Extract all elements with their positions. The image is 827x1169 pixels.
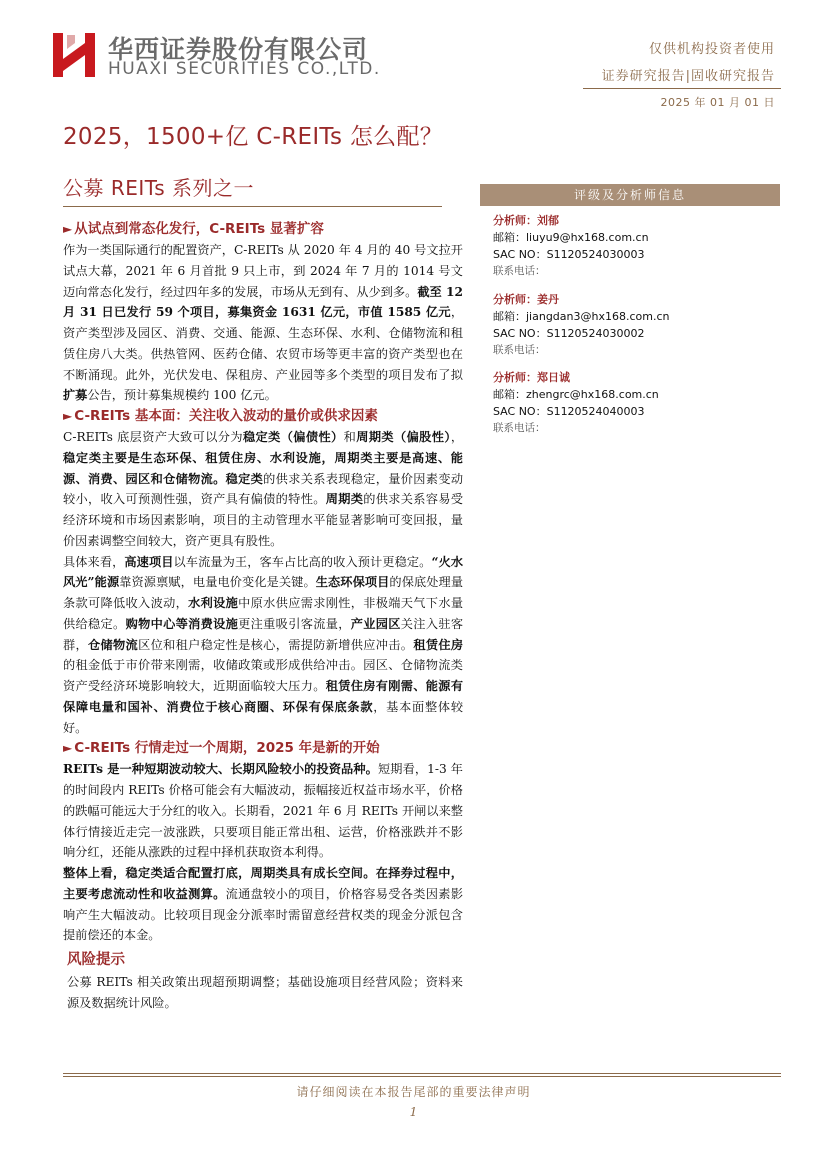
analyst-name: 分析师：郑日诚 xyxy=(493,371,570,384)
section-heading: ► C-REITs 基本面：关注收入波动的量价或供求因素 xyxy=(63,408,378,424)
triangle-bullet-icon: ► xyxy=(63,741,73,756)
section-heading: ► 从试点到常态化发行，C-REITs 显著扩容 xyxy=(63,221,324,237)
section-paragraph: 整体上看，稳定类适合配置打底，周期类具有成长空间。在择券过程中，主要考虑流动性和收益测算。流通盘较小的项目，价格容易受各类因素影响产生大幅波动。比较项目现金分派率时需留意经营权类的现金分派包含提前偿还的本金。 xyxy=(63,866,464,943)
analyst-sac: SAC NO：S1120524030003 xyxy=(493,248,645,261)
analyst-sac: SAC NO：S1120524040003 xyxy=(493,405,645,418)
page-number: 1 xyxy=(409,1105,418,1119)
analyst-sac: SAC NO：S1120524030002 xyxy=(493,327,645,340)
subtitle-divider xyxy=(63,206,442,207)
analyst-email[interactable]: 邮箱：jiangdan3@hx168.com.cn xyxy=(493,310,670,323)
analyst-email[interactable]: 邮箱：liuyu9@hx168.com.cn xyxy=(493,231,649,244)
company-name-en: HUAXI SECURITIES CO.,LTD. xyxy=(108,59,381,79)
section-paragraph: REITs 是一种短期波动较大、长期风险较小的投资品种。短期看，1-3 年的时间段内 REITs 价格可能会有大幅波动，振幅接近权益市场水平，价格的跌幅可能远大于分红的收入。长期看，2021 年 6 月 REITs 开闸以来整体行情接近走完一波涨跌，只要项目能正常出租、运营，价格涨跌并不影响分红，还能从涨跌的过程中择机获取资本利得。 xyxy=(63,762,463,860)
legal-notice: 请仔细阅读在本报告尾部的重要法律声明 xyxy=(296,1085,531,1099)
analyst-phone: 联系电话： xyxy=(493,344,546,356)
analyst-name: 分析师：刘郁 xyxy=(493,214,559,227)
analyst-block xyxy=(493,291,773,359)
report-type-label: 证券研究报告|固收研究报告 xyxy=(601,69,775,84)
analyst-phone: 联系电话： xyxy=(493,422,546,434)
analyst-block xyxy=(493,369,773,437)
footer-divider xyxy=(63,1076,781,1077)
section-paragraph: 具体来看，高速项目以车流量为王，客车占比高的收入预计更稳定。“火水风光”能源靠资源禀赋，电量电价变化是关键。生态环保项目的保底处理量条款可降低收入波动，水利设施中原水供应需求刚性，非极端天气下水量供给稳定。购物中心等消费设施更注重吸引客流量，产业园区关注入驻客群，仓储物流区位和租户稳定性是核心，需提防新增供应冲击。租赁住房的租金低于市价带来刚需，收储政策或形成供给冲击。园区、仓储物流类资产受经济环境影响较大，近期面临较大压力。租赁住房有刚需、能源有保障电量和国补、消费位于核心商圈、环保有保底条款，基本面整体较好。 xyxy=(63,554,464,735)
audience-label: 仅供机构投资者使用 xyxy=(648,42,775,57)
analyst-email[interactable]: 邮箱：zhengrc@hx168.com.cn xyxy=(493,388,659,401)
section-heading: ► C-REITs 行情走过一个周期，2025 年是新的开始 xyxy=(63,740,380,757)
report-subtitle: 公募 REITs 系列之一 xyxy=(63,176,254,200)
analyst-info-title: 评级及分析师信息 xyxy=(573,188,686,202)
main-content xyxy=(63,219,463,1014)
report-title: 2025，1500+亿 C-REITs 怎么配？ xyxy=(63,124,444,150)
header-divider xyxy=(583,88,781,89)
analyst-block xyxy=(493,212,773,280)
risk-text: 公募 REITs 相关政策出现超预期调整；基础设施项目经营风险；资料来源及数据统计风险。 xyxy=(67,975,463,1010)
company-name-cn: 华西证券股份有限公司 xyxy=(108,35,369,64)
triangle-bullet-icon: ► xyxy=(63,409,73,423)
section-paragraph: 作为一类国际通行的配置资产，C-REITs 从 2020 年 4 月的 40 号文拉开试点大幕，2021 年 6 月首批 9 只上市，到 2024 年 7 月的 1014 号文迈向常态化发行，经过四年多的发展，市场从无到有、从少到多。截至 12 月 31 日已发行 59 个项目，募集资金 1631 亿元，市值 1585 亿元，资产类型涉及园区、消费、交通、能源、生态环保、水利、仓储物流和租赁住房八大类。供热管网、医药仓储、农贸市场等更丰富的资产类型也在不断涌现。此外，光伏发电、保租房、产业园等多个类型的项目发布了拟扩募公告，预计募集规模约 100 亿元。 xyxy=(63,243,464,403)
huaxi-logo-icon xyxy=(53,33,95,77)
analyst-info-box xyxy=(480,184,780,206)
analyst-name: 分析师：姜丹 xyxy=(493,293,559,306)
analyst-phone: 联系电话： xyxy=(493,265,546,277)
footer-divider xyxy=(63,1073,781,1074)
risk-heading: 风险提示 xyxy=(67,952,125,968)
report-date: 2025 年 01 月 01 日 xyxy=(660,96,775,109)
page-header xyxy=(0,0,827,115)
triangle-bullet-icon: ► xyxy=(63,222,73,236)
section-paragraph: C-REITs 底层资产大致可以分为稳定类（偏债性）和周期类（偏股性），稳定类主要是生态环保、租赁住房、水利设施，周期类主要是高速、能源、消费、园区和仓储物流。稳定类的供求关系表现稳定，量价因素变动较小，收入可预测性强，资产具有偏债的特性。周期类的供求关系容易受经济环境和市场因素影响，项目的主动管理水平能显著影响可变回报，量价因素调整空间较大，资产更具有股性。 xyxy=(63,430,464,548)
